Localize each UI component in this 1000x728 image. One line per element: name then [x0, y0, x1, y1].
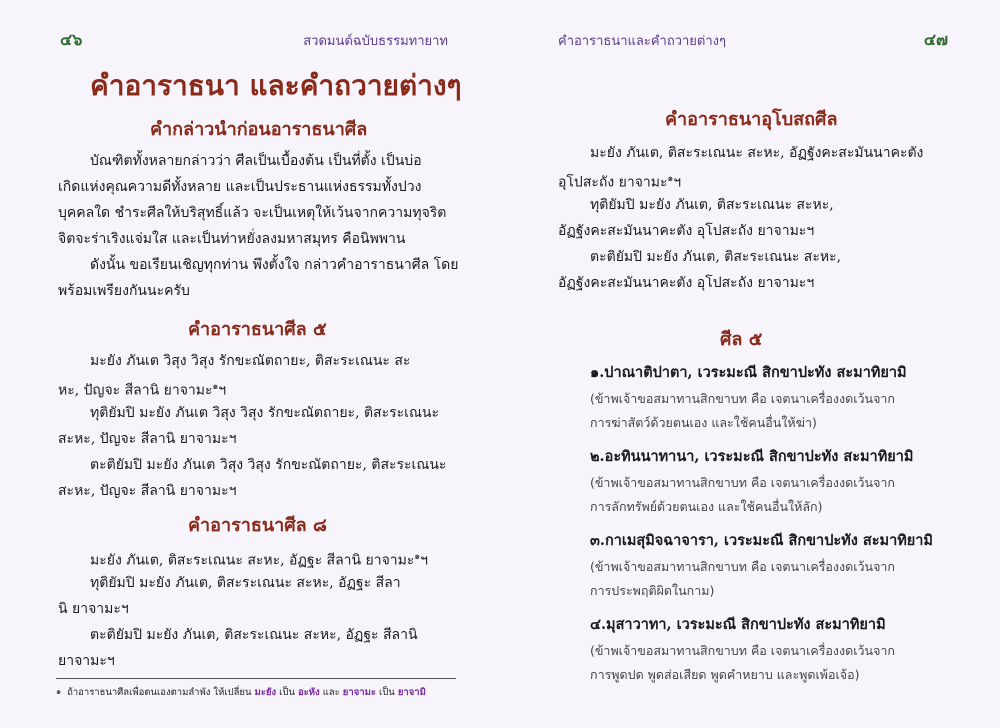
- intro-line-5: ดังนั้น ขอเรียนเชิญทุกท่าน พึงตั้งใจ กล่าวคำอาราธนาศีล โดย: [90, 257, 459, 273]
- footnote: $^๑$ ถ้าอาราธนาศีลเพื่อตนเองตามลำพัง ให้เปลี่ยน มะยัง เป็น อะหัง และ ยาจามะ เป็น ยาจามิ: [56, 687, 426, 698]
- precept-3-pali: ๓.กาเมสุมิจฉาจารา, เวระมะณี สิกขาปะทัง สะมาทิยามิ: [590, 532, 933, 549]
- sila5-line-5: ตะติยัมปิ มะยัง ภันเต วิสุง วิสุง รักขะณัตถายะ, ติสะระเณนะ: [90, 457, 447, 473]
- section-heading-sila5: คำอาราธนาศีล ๕: [188, 319, 327, 340]
- intro-line-2: เกิดแห่งคุณความดีทั้งหลาย และเป็นประธานแห่งธรรมทั้งปวง: [58, 179, 422, 195]
- section-heading-intro: คำกล่าวนำก่อนอาราธนาศีล: [150, 119, 368, 140]
- precept-2-thai-2: การลักทรัพย์ด้วยตนเอง และใช้คนอื่นให้ลัก): [590, 499, 823, 514]
- precept-3-thai-1: (ข้าพเจ้าขอสมาทานสิกขาบท คือ เจตนาเครื่องงดเว้นจาก: [590, 559, 895, 574]
- page-number-left: ๔๖: [60, 30, 83, 49]
- section-heading-precepts: ศีล ๕: [720, 329, 763, 350]
- intro-line-1: บัณฑิตทั้งหลายกล่าวว่า ศีลเป็นเบื้องต้น เป็นที่ตั้ง เป็นบ่อ: [90, 153, 422, 169]
- precept-2-thai-1: (ข้าพเจ้าขอสมาทานสิกขาบท คือ เจตนาเครื่องงดเว้นจาก: [590, 475, 895, 490]
- uposatha-line-5: ตะติยัมปิ มะยัง ภันเต, ติสะระเณนะ สะหะ,: [590, 249, 842, 265]
- section-heading-uposatha: คำอาราธนาอุโบสถศีล: [665, 109, 838, 130]
- section-heading-sila8: คำอาราธนาศีล ๘: [188, 515, 327, 536]
- precept-1-thai-2: การฆ่าสัตว์ด้วยตนเอง และใช้คนอื่นให้ฆ่า): [590, 415, 817, 430]
- precept-4-thai-1: (ข้าพเจ้าขอสมาทานสิกขาบท คือ เจตนาเครื่องงดเว้นจาก: [590, 643, 895, 658]
- sila5-line-2: หะ, ปัญจะ สีลานิ ยาจามะ$^๑$ฯ: [58, 382, 227, 399]
- sila5-line-4: สะหะ, ปัญจะ สีลานิ ยาจามะฯ: [58, 431, 237, 447]
- intro-line-6: พร้อมเพรียงกันนะครับ: [58, 283, 190, 299]
- precept-3-thai-2: การประพฤติผิดในกาม): [590, 583, 715, 598]
- sila5-line-1: มะยัง ภันเต วิสุง วิสุง รักขะณัตถายะ, ติสะระเณนะ สะ: [90, 353, 411, 369]
- sila8-line-4: ตะติยัมปิ มะยัง ภันเต, ติสะระเณนะ สะหะ, อัฏฐะ สีลานิ: [90, 627, 418, 643]
- main-title: คำอาราธนา และคำถวายต่างๆ: [90, 69, 462, 102]
- sila5-line-6: สะหะ, ปัญจะ สีลานิ ยาจามะฯ: [58, 483, 237, 499]
- footnote-mark: ๑: [212, 382, 219, 392]
- intro-line-4: จิตจะร่าเริงแจ่มใส และเป็นท่าหยั่งลงมหาสมุทร คือนิพพาน: [58, 231, 406, 247]
- uposatha-line-6: อัฏฐังคะสะมันนาคะตัง อุโปสะถัง ยาจามะฯ: [558, 275, 815, 291]
- precept-4-thai-2: การพูดปด พูดส่อเสียด พูดคำหยาบ และพูดเพ้อเจ้อ): [590, 667, 860, 682]
- sila8-line-3: นิ ยาจามะฯ: [58, 601, 129, 617]
- sila8-line-1: มะยัง ภันเต, ติสะระเณนะ สะหะ, อัฏฐะ สีลานิ ยาจามะ$^๑$ฯ: [90, 552, 429, 569]
- sila8-line-2: ทุติยัมปิ มะยัง ภันเต, ติสะระเณนะ สะหะ, อัฏฐะ สีลา: [90, 575, 401, 591]
- intro-line-3: บุคคลใด ชำระศีลให้บริสุทธิ์แล้ว จะเป็นเหตุให้เว้นจากความทุจริต: [58, 205, 447, 221]
- sila5-line-3: ทุติยัมปิ มะยัง ภันเต วิสุง วิสุง รักขะณัตถายะ, ติสะระเณนะ: [90, 405, 440, 421]
- uposatha-line-4: อัฏฐังคะสะมันนาคะตัง อุโปสะถัง ยาจามะฯ: [558, 223, 815, 239]
- footnote-divider: [56, 678, 456, 679]
- uposatha-line-1: มะยัง ภันเต, ติสะระเณนะ สะหะ, อัฏฐังคะสะมันนาคะตัง: [590, 145, 924, 161]
- page-number-right: ๔๗: [923, 30, 948, 49]
- precept-1-pali: ๑.ปาณาติปาตา, เวระมะณี สิกขาปะทัง สะมาทิยามิ: [590, 364, 907, 381]
- running-header-left: สวดมนต์ฉบับธรรมทายาท: [303, 34, 448, 49]
- right-page: [500, 0, 1000, 728]
- uposatha-line-2: อุโปสะถัง ยาจามะ$^๑$ฯ: [558, 174, 682, 191]
- uposatha-line-3: ทุติยัมปิ มะยัง ภันเต, ติสะระเณนะ สะหะ,: [590, 197, 834, 213]
- precept-4-pali: ๔.มุสาวาทา, เวระมะณี สิกขาปะทัง สะมาทิยามิ: [590, 616, 886, 633]
- running-header-right: คำอาราธนาและคำถวายต่างๆ: [558, 34, 726, 49]
- precept-1-thai-1: (ข้าพเจ้าขอสมาทานสิกขาบท คือ เจตนาเครื่องงดเว้นจาก: [590, 391, 895, 406]
- sila8-line-5: ยาจามะฯ: [58, 653, 115, 669]
- precept-2-pali: ๒.อะทินนาทานา, เวระมะณี สิกขาปะทัง สะมาทิยามิ: [590, 448, 914, 465]
